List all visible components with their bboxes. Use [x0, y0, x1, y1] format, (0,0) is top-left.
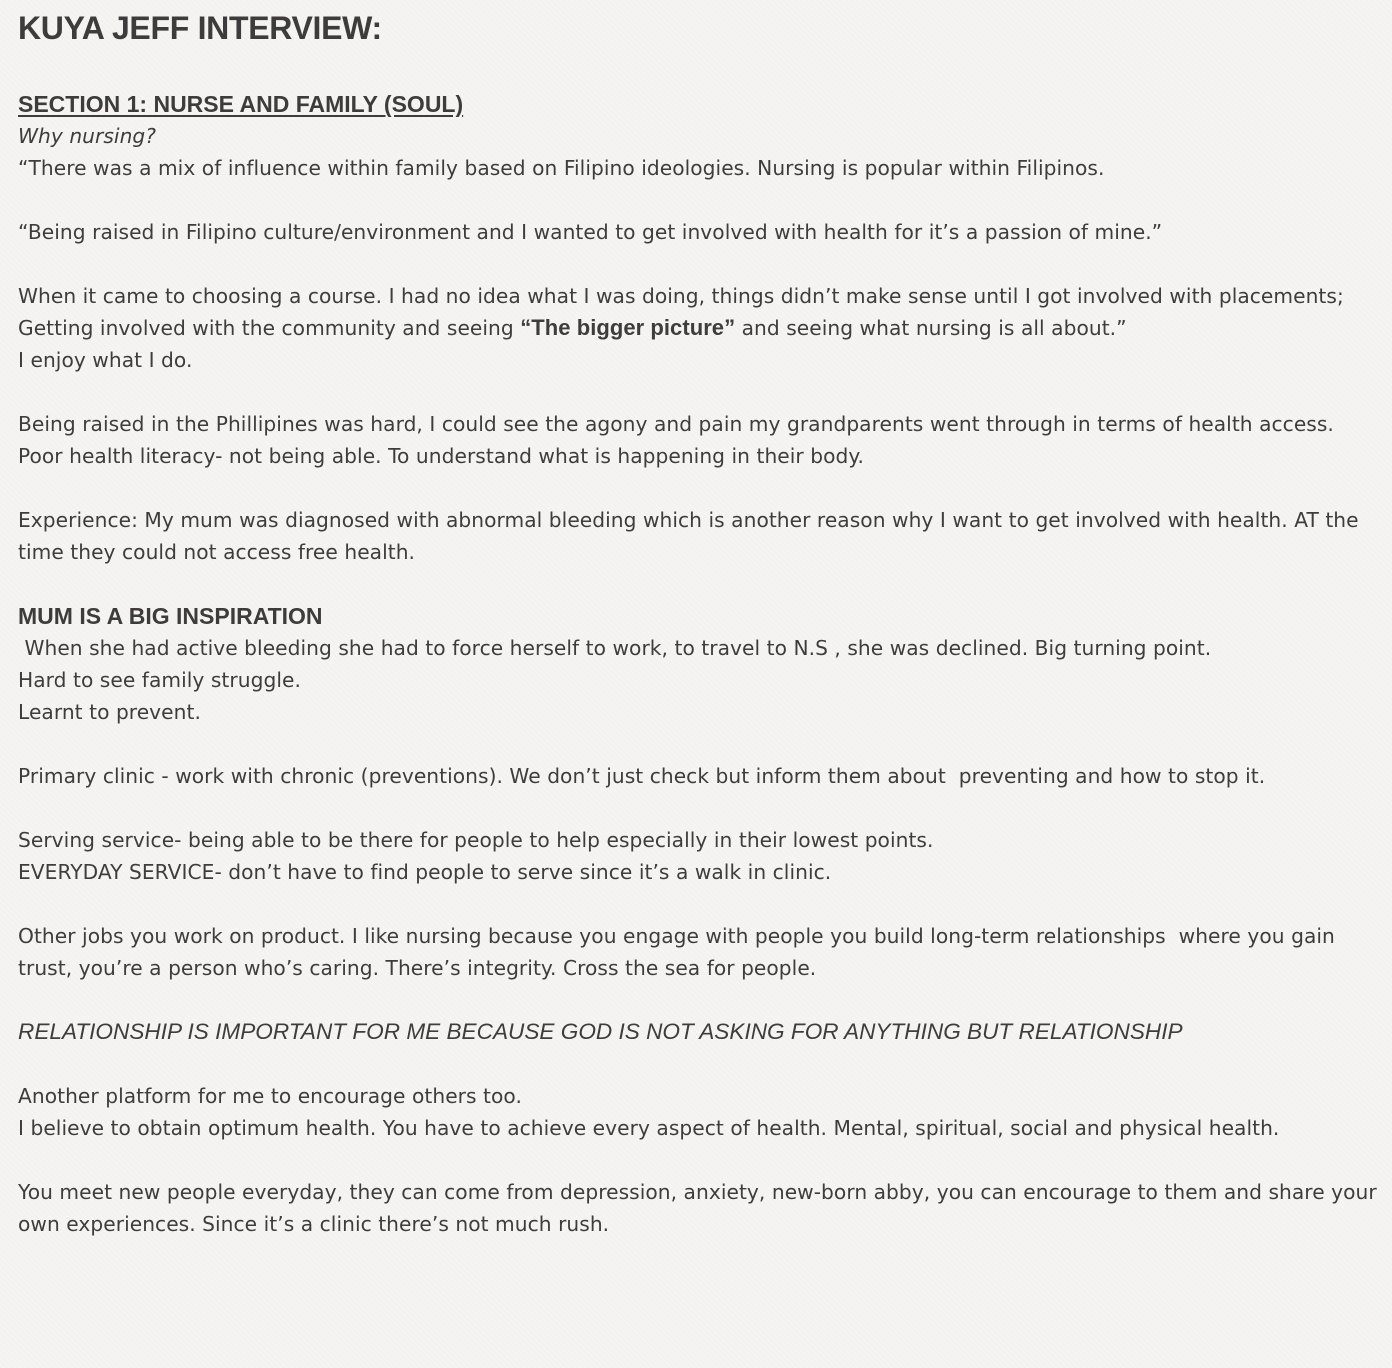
paragraph-experience: Experience: My mum was diagnosed with abnormal bleeding which is another reason why I want to get involved with health. AT the time they could not access free health.: [18, 508, 1366, 564]
interview-question: Why nursing?: [18, 124, 157, 148]
paragraph-enjoy: I enjoy what I do.: [18, 348, 193, 372]
spacer: [18, 184, 1382, 216]
bigger-picture-emphasis: “The bigger picture”: [520, 315, 736, 340]
spacer: [18, 728, 1382, 760]
paragraph-learnt-prevent: Learnt to prevent.: [18, 700, 201, 724]
course-text: When it came to choosing a course. I had no idea what I was doing, things didn’t make sense until I got involved with placements; Getting involved with the community and seeing: [18, 284, 1357, 340]
paragraph-optimum-health: I believe to obtain optimum health. You have to achieve every aspect of health. Mental, spiritual, social and physical health.: [18, 1116, 1280, 1140]
document-title: KUYA JEFF INTERVIEW:: [18, 10, 382, 46]
paragraph-other-jobs: Other jobs you work on product. I like nursing because you engage with people you build long-term relationships where you gain trust, you’re a person who’s caring. There’s integrity. Cross the sea for people.: [18, 924, 1342, 980]
spacer: [18, 568, 1382, 600]
paragraph-philippines: Being raised in the Phillipines was hard, I could see the agony and pain my grandparents went through in terms of health access.: [18, 412, 1334, 436]
paragraph-everyday-service: EVERYDAY SERVICE- don’t have to find people to serve since it’s a walk in clinic.: [18, 860, 832, 884]
paragraph-course: [18, 280, 1382, 344]
paragraph-health-literacy: Poor health literacy- not being able. To understand what is happening in their body.: [18, 444, 864, 468]
paragraph-culture: “Being raised in Filipino culture/environment and I wanted to get involved with health for it’s a passion of mine.”: [18, 220, 1163, 244]
paragraph-active-bleeding: When she had active bleeding she had to force herself to work, to travel to N.S , she was declined. Big turning point.: [18, 636, 1212, 660]
spacer: [18, 888, 1382, 920]
spacer: [18, 792, 1382, 824]
spacer: [18, 1048, 1382, 1080]
course-text-end: and seeing what nursing is all about.”: [735, 316, 1127, 340]
paragraph-platform: Another platform for me to encourage others too.: [18, 1084, 522, 1108]
paragraph-meet-people: You meet new people everyday, they can come from depression, anxiety, new-born abby, you can encourage to them and share your own experiences. Since it’s a clinic there’s not much rush.: [18, 1180, 1384, 1236]
section-heading: SECTION 1: NURSE AND FAMILY (SOUL): [18, 91, 464, 117]
paragraph-primary-clinic: Primary clinic - work with chronic (preventions). We don’t just check but inform them about preventing and how to stop it.: [18, 764, 1266, 788]
paragraph-relationship: RELATIONSHIP IS IMPORTANT FOR ME BECAUSE GOD IS NOT ASKING FOR ANYTHING BUT RELATIONSHIP: [18, 1019, 1183, 1044]
spacer: [18, 376, 1382, 408]
paragraph-influence: “There was a mix of influence within family based on Filipino ideologies. Nursing is popular within Filipinos.: [18, 156, 1105, 180]
spacer: [18, 1144, 1382, 1176]
mum-inspiration-heading: MUM IS A BIG INSPIRATION: [18, 603, 323, 629]
spacer: [18, 248, 1382, 280]
spacer: [18, 984, 1382, 1016]
paragraph-serving-service: Serving service- being able to be there for people to help especially in their lowest points.: [18, 828, 934, 852]
paragraph-family-struggle: Hard to see family struggle.: [18, 668, 301, 692]
spacer: [18, 472, 1382, 504]
